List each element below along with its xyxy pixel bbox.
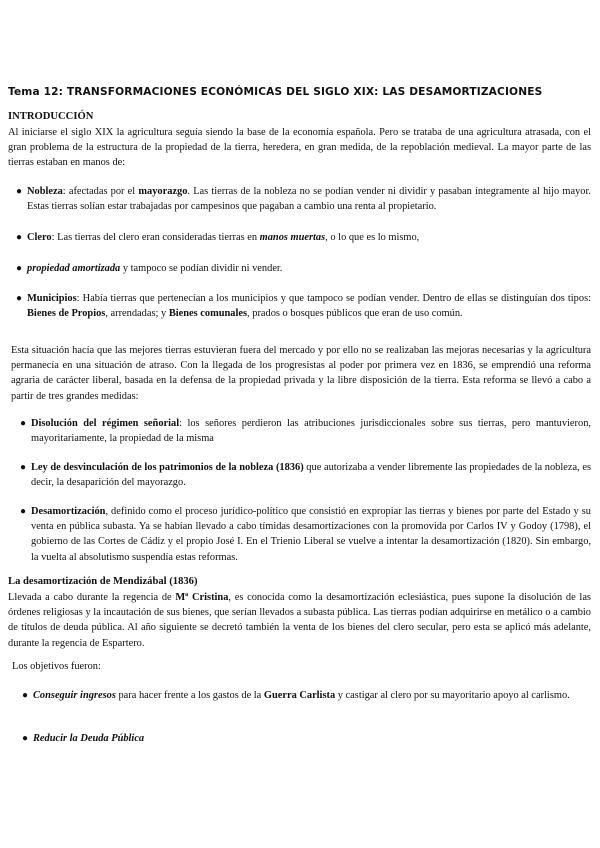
text: : afectadas por el xyxy=(62,186,139,197)
text: : los señores perdieron las atribuciones jurisdiccionales sobre sus tierras, pero mantuvieron, mayoritariamente, la propiedad de la misma xyxy=(31,418,591,445)
mendizabal-paragraph xyxy=(8,590,591,651)
text: , o lo que es lo mismo, xyxy=(325,232,420,243)
list-item-propiedad-amortizada xyxy=(27,261,591,276)
bullet-icon: ● xyxy=(16,232,23,243)
bullet-icon: ● xyxy=(16,263,23,274)
bullet-icon: ● xyxy=(22,733,29,744)
text: , arrendadas; y xyxy=(105,308,169,320)
term-bienes-propios: Bienes de Propios xyxy=(27,308,106,320)
text: Llevada a cabo durante la regencia de xyxy=(8,592,176,603)
term-disolucion: Disolución del régimen señorial xyxy=(31,418,180,429)
bullet-icon: ● xyxy=(22,690,29,701)
list-item-municipios xyxy=(27,291,591,321)
bullet-icon: ● xyxy=(20,506,27,517)
term-clero: Clero xyxy=(27,232,52,243)
list-item-objetivo-ingresos xyxy=(33,688,591,703)
text: para hacer frente a los gastos de la xyxy=(115,690,264,701)
text: . Las tierras de la nobleza no se podían vender ni dividir y pasaban íntegramente al hijo mayor. Estas tierras solían estar trabajadas por campesinos que pagaban a cambio una renta al propietario. xyxy=(27,186,591,213)
list-item-clero xyxy=(27,230,591,245)
page-title: Tema 12: TRANSFORMACIONES ECONÓMICAS DEL SIGLO XIX: LAS DESAMORTIZACIONES xyxy=(8,86,543,98)
text: , definido como el proceso jurídico-político que consistió en expropiar las tierras y bienes por parte del Estado y su venta en pública subasta. Ya se habían llevado a cabo tímidas desamortizaciones con la promovida por Carlos IV y Godoy (1798), el gobierno de las Cortes de Cádiz y el propio José I. En el Trienio Liberal se vuelve a intentar la desamortización (1820). Sin embargo, la vuelta al absolutismo suspendía estas reformas. xyxy=(31,506,591,563)
term-guerra-carlista: Guerra Carlista xyxy=(263,690,336,701)
term-ley-desvinculacion: Ley de desvinculación de los patrimonios de la nobleza (1836) xyxy=(31,462,304,473)
term-mayorazgo: mayorazgo xyxy=(138,186,188,197)
term-manos-muertas: manos muertas xyxy=(259,232,326,243)
list-item-disolucion xyxy=(31,416,591,446)
term-municipios: Municipios xyxy=(27,293,77,304)
text: , es conocida como la desamortización eclesiástica, pues supone la disolución de las órdenes religiosas y la incautación de sus bienes, que serían llevados a subasta pública. Las tierras podían adquirirse en metálico o a cambio de títulos de deuda pública. Al año siguiente se decretó también la venta de los bienes del clero secular, pero esta se aplicó más adelante, durante la regencia de Espartero. xyxy=(8,592,591,649)
text: : Las tierras del clero eran consideradas tierras en xyxy=(51,232,260,243)
text: : Había tierras que pertenecían a los municipios y que tampoco se podían vender. Dentro de ellas se distinguían dos tipos: xyxy=(76,293,591,304)
term-nobleza: Nobleza xyxy=(27,186,63,197)
list-item-desamortizacion xyxy=(31,504,591,565)
section-heading-mendizabal: La desamortización de Mendizábal (1836) xyxy=(8,576,198,587)
bullet-icon: ● xyxy=(20,418,27,429)
term-maria-cristina: Mª Cristina xyxy=(175,592,229,603)
intro-paragraph: Al iniciarse el siglo XIX la agricultura seguía siendo la base de la economía española. Pero se trataba de una agricultura atrasada, con el gran problema de la estructura de la propiedad de la tierra, heredera, en gran medida, de la repoblación medieval. La mayor parte de las tierras estaban en manos de: xyxy=(8,127,591,169)
term-bienes-comunales: Bienes comunales xyxy=(168,308,248,320)
list-item-objetivo-deuda xyxy=(33,731,591,746)
text: , prados o bosques públicos que eran de uso común. xyxy=(247,308,463,320)
bullet-icon: ● xyxy=(16,293,23,304)
term-desamortizacion: Desamortización xyxy=(31,506,106,517)
text: y castigar al clero por su mayoritario apoyo al carlismo. xyxy=(335,690,570,701)
term-reducir-deuda: Reducir la Deuda Pública xyxy=(33,733,145,744)
list-item-ley-desvinculacion xyxy=(31,460,591,490)
objetivos-intro: Los objetivos fueron: xyxy=(12,661,101,672)
bullet-icon: ● xyxy=(16,186,23,197)
text: que autorizaba a vender libremente las propiedades de la nobleza, es decir, la desaparición del mayorazgo. xyxy=(31,462,591,489)
term-propiedad-amortizada: propiedad amortizada xyxy=(27,263,121,274)
list-item-nobleza xyxy=(27,184,591,214)
bullet-icon: ● xyxy=(20,462,27,473)
term-conseguir-ingresos: Conseguir ingresos xyxy=(33,690,116,701)
text: y tampoco se podían dividir ni vender. xyxy=(120,263,283,274)
reforma-paragraph: Esta situación hacía que las mejores tierras estuvieran fuera del mercado y por ello no se realizaban las mejoras necesarias y la agricultura permanecía en una situación de atraso. Con la llegada de los progresistas al poder por primera vez en 1836, se emprendió una reforma agraria de carácter liberal, basada en la defensa de la propiedad privada y la libre disposición de la tierra. Esta reforma se llevó a cabo a partir de tres grandes medidas: xyxy=(11,345,591,402)
section-heading-introduccion: INTRODUCCIÓN xyxy=(8,111,94,122)
